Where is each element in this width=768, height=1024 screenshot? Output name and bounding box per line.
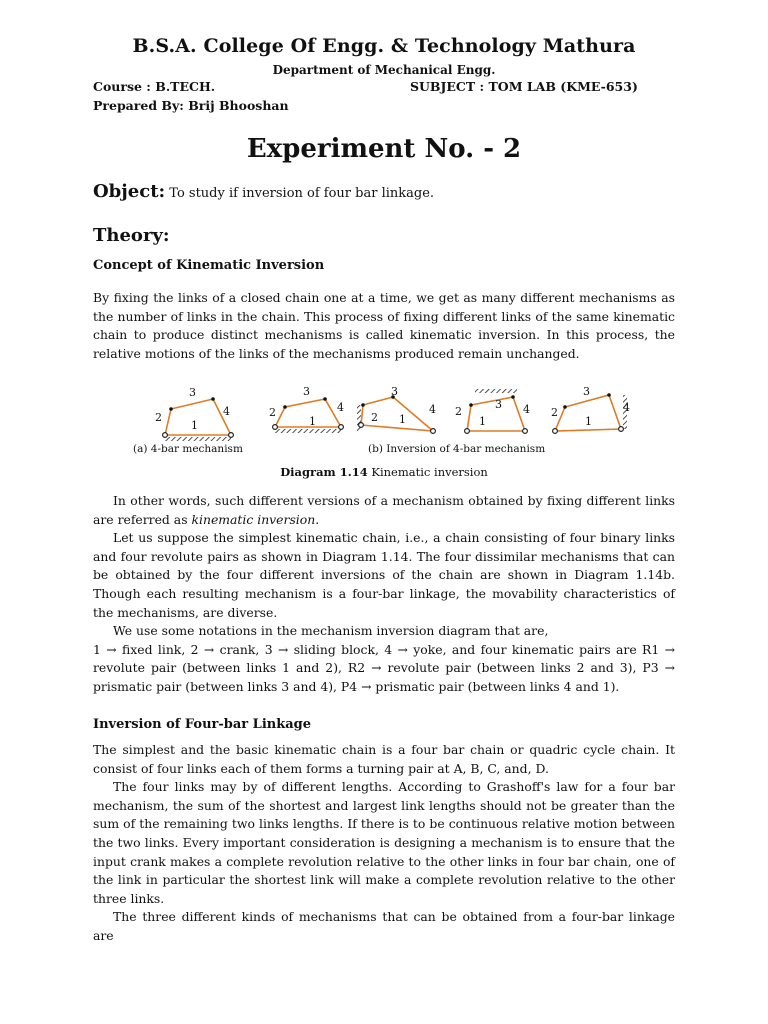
mechanism-4-link-label-3: 3 [495,398,502,411]
mechanism-2-link-label-4: 4 [337,401,344,414]
concept-text: By fixing the links of a closed chain one at a time, we get as many different mechanisms as the number of links in the chain. This process of fixing different links of the same kinematic chain to produce distinct mechanisms is called kinematic inversion. In this process, the relative motions of the links of the mechanisms produced remain unchanged. [93,290,675,361]
mechanism-2-pivot-1 [273,425,278,430]
p1-italic: kinematic inversion [191,511,316,527]
mechanism-5-link-label-1: 1 [585,415,592,428]
mechanism-2-ground [275,429,341,433]
mechanism-3-pivot-1 [359,423,364,428]
caption-b: (b) Inversion of 4-bar mechanism [368,443,546,455]
mechanism-3-link-label-4: 4 [429,403,436,416]
p1-end: . [315,511,320,527]
mechanism-4-link-label-4: 4 [523,403,530,416]
mechanism-2-link-label-2: 2 [269,406,276,419]
concept-paragraph [93,289,675,363]
mechanism-1-pivot-2 [229,433,234,438]
mechanism-4-ground [475,389,517,393]
subject-label: SUBJECT : TOM LAB (KME-653) [410,79,638,94]
mechanism-1-joint-1 [169,407,173,411]
paragraph-1 [93,492,675,529]
mechanism-1-link-label-2: 2 [155,411,162,424]
experiment-title: Experiment No. - 2 [246,134,522,164]
inversion-paragraphs [93,741,675,946]
inversion-paragraph-3: The three different kinds of mechanisms that can be obtained from a four-bar linkage are [93,909,675,943]
inversion-paragraph-1: The simplest and the basic kinematic chain is a four bar chain or quadric cycle chain. It consist of four links each of them forms a turning pair at A, B, C, and, D. [93,742,675,776]
mechanism-4-pivot-1 [465,429,470,434]
mechanism-3-pivot-2 [431,429,436,434]
mechanism-5-pivot-1 [553,429,558,434]
paragraph-2: Let us suppose the simplest kinematic chain, i.e., a chain consisting of four binary links and four revolute pairs as shown in Diagram 1.14. The four dissimilar mechanisms that can be obtained by the four different inversions of the chain are shown in Diagram 1.14b. Though each resulting mechanism is a four-bar linkage, the movability characteristics of the mechanisms, are diverse. [93,530,675,620]
mechanism-1-link-label-3: 3 [189,386,196,399]
mechanism-1-pivot-1 [163,433,168,438]
department-name: Department of Mechanical Engg. [272,63,496,77]
mechanism-5-joint-2 [607,393,611,397]
mechanism-4-joint-2 [511,395,515,399]
mechanism-3-link-label-2: 2 [371,411,378,424]
mechanism-2-joint-1 [283,405,287,409]
diagram-label: Diagram 1.14 [280,465,368,479]
mechanism-3-joint-1 [361,403,365,407]
mechanism-5-joint-1 [563,405,567,409]
mechanism-5-pivot-2 [619,427,624,432]
object-line [93,181,434,202]
mechanism-5-link-label-3: 3 [583,385,590,398]
mechanism-2-pivot-2 [339,425,344,430]
mechanism-2-links [275,399,341,427]
object-text: To study if inversion of four bar linkage. [165,186,435,201]
theory-heading: Theory: [93,225,170,246]
object-label: Object: [93,181,166,202]
mechanism-4-link-label-1: 1 [479,415,486,428]
mechanism-2-joint-2 [323,397,327,401]
body-paragraphs [93,492,675,697]
p1-text: In other words, such different versions of a mechanism obtained by fixing different links are referred as [93,493,675,527]
mechanism-4-joint-1 [469,403,473,407]
mechanism-2-link-label-3: 3 [303,385,310,398]
caption-a: (a) 4-bar mechanism [133,443,243,455]
mechanism-4-link-label-2: 2 [455,405,462,418]
diagram-text: Kinematic inversion [367,465,488,479]
mechanism-5-link-label-4: 4 [623,401,630,414]
prepared-by: Prepared By: Brij Bhooshan [93,98,289,113]
concept-heading: Concept of Kinematic Inversion [93,258,325,273]
mechanism-5-link-label-2: 2 [551,406,558,419]
mechanism-1-links [165,399,231,435]
mechanism-3-link-label-3: 3 [391,385,398,398]
mechanism-2-link-label-1: 1 [309,415,316,428]
college-name: B.S.A. College Of Engg. & Technology Mathura [132,35,636,57]
paragraph-3: We use some notations in the mechanism inversion diagram that are, [113,623,549,639]
mechanism-1-link-label-4: 4 [223,405,230,418]
inversion-paragraph-2: The four links may by of different lengths. According to Grashoff's law for a four bar mechanism, the sum of the shortest and largest link lengths should not be greater than the sum of the remaining two links lengths. If there is to be continuous relative motion between the two links. Every important consideration is designing a mechanism is to ensure that the input crank makes a complete revolution relative to the other links in four bar chain, one of the link in particular the shortest link will make a complete revolution relative to the other three links. [93,779,675,906]
course-label: Course : B.TECH. [93,79,216,94]
mechanism-1-link-label-1: 1 [191,419,198,432]
mechanism-1-ground [165,437,231,441]
mechanism-4-pivot-2 [523,429,528,434]
paragraph-4: 1 → fixed link, 2 → crank, 3 → sliding block, 4 → yoke, and four kinematic pairs are R1 → revolute pair (between links 1 and 2), R2 → revolute pair (between links 2 and 3), P3 → prismatic pair (between links 3 and 4), P4 → prismatic pair (between links 4 and 1). [93,641,675,694]
mechanism-1-joint-2 [211,397,215,401]
inversion-heading: Inversion of Four-bar Linkage [93,717,311,732]
mechanism-3-link-label-1: 1 [399,413,406,426]
diagram-caption [0,465,768,479]
